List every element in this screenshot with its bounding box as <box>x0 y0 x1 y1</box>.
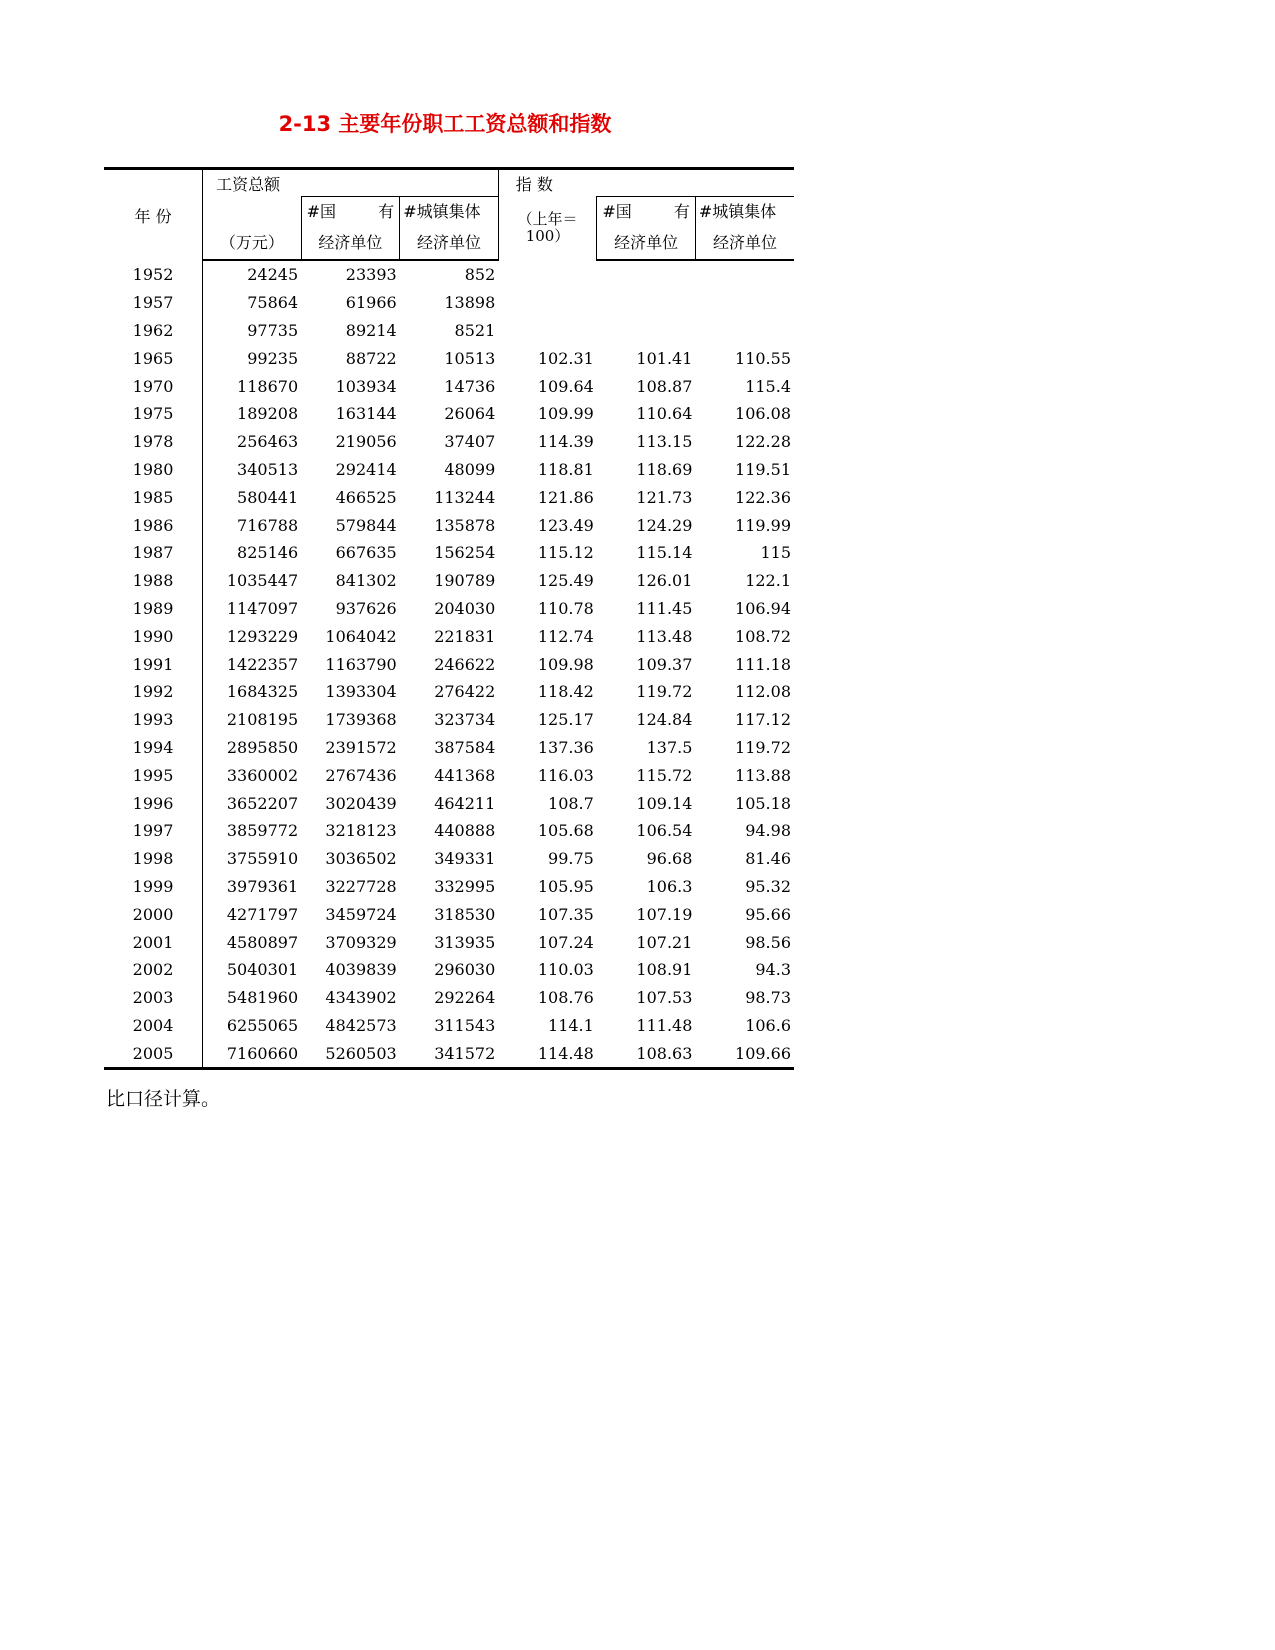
cell-value: 96.68 <box>646 849 693 869</box>
cell-value: 48099 <box>444 459 496 479</box>
cell-value: 1393304 <box>325 682 397 702</box>
header-index-urban-collective-sub: 经济单位 <box>695 223 794 260</box>
table-row <box>104 260 794 289</box>
cell-value: 3020439 <box>325 793 397 813</box>
table-row <box>104 344 794 372</box>
cell-value: 4039839 <box>325 960 397 980</box>
cell-value: 323734 <box>434 710 496 730</box>
cell-value: 106.08 <box>735 404 791 424</box>
header-index-state-owned: #国 有 <box>597 197 696 224</box>
table-row <box>104 734 794 762</box>
cell-value: 10513 <box>444 348 496 368</box>
cell-year: 2004 <box>132 1015 174 1035</box>
cell-value: 124.29 <box>636 515 693 535</box>
cell-value: 937626 <box>335 598 397 618</box>
header-year: 年 份 <box>104 169 203 261</box>
cell-value: 156254 <box>434 543 496 563</box>
cell-value: 101.41 <box>636 348 693 368</box>
cell-value <box>498 317 597 345</box>
cell-year: 1978 <box>132 432 174 452</box>
table-row <box>104 428 794 456</box>
cell-value: 115.14 <box>636 543 693 563</box>
cell-year: 1994 <box>132 737 174 757</box>
cell-value: 256463 <box>203 428 302 456</box>
cell-value: 113.88 <box>735 765 791 785</box>
wage-table-container <box>104 167 794 1070</box>
cell-value: 313935 <box>434 932 496 952</box>
cell-value: 110.78 <box>537 598 594 618</box>
cell-value: 118.69 <box>636 459 693 479</box>
table-row <box>104 928 794 956</box>
cell-value: 189208 <box>203 400 302 428</box>
cell-value: 114.39 <box>537 432 594 452</box>
cell-value: 94.98 <box>745 821 791 841</box>
cell-value: 318530 <box>434 904 496 924</box>
cell-year: 2000 <box>132 904 174 924</box>
cell-value: 387584 <box>434 737 496 757</box>
cell-value: 4343902 <box>325 988 397 1008</box>
table-row <box>104 956 794 984</box>
table-row <box>104 650 794 678</box>
cell-value: 118.81 <box>537 459 594 479</box>
cell-value: 1739368 <box>325 710 397 730</box>
cell-value: 1422357 <box>203 650 302 678</box>
cell-value: 3979361 <box>203 873 302 901</box>
cell-value: 122.28 <box>735 432 791 452</box>
cell-year: 1990 <box>132 626 174 646</box>
cell-value: 81.46 <box>745 849 791 869</box>
cell-value: 1684325 <box>203 678 302 706</box>
cell-value: 2895850 <box>203 734 302 762</box>
cell-value: 89214 <box>345 320 397 340</box>
cell-value <box>695 317 794 345</box>
cell-value: 75864 <box>203 289 302 317</box>
cell-value: 102.31 <box>537 348 594 368</box>
cell-value: 825146 <box>203 539 302 567</box>
cell-year: 1987 <box>132 543 174 563</box>
page-title: 2-13 主要年份职工工资总额和指数 <box>278 112 612 136</box>
cell-value: 109.37 <box>636 654 693 674</box>
cell-value: 110.55 <box>735 348 791 368</box>
cell-value: 5040301 <box>203 956 302 984</box>
cell-value: 108.72 <box>735 626 791 646</box>
header-state-owned-sub: 经济单位 <box>301 223 400 260</box>
cell-value: 3360002 <box>203 761 302 789</box>
cell-value: 114.1 <box>548 1015 594 1035</box>
cell-value: 116.03 <box>537 765 594 785</box>
cell-value <box>695 260 794 289</box>
cell-year: 1992 <box>132 682 174 702</box>
cell-value: 667635 <box>335 543 397 563</box>
cell-value: 332995 <box>434 876 496 896</box>
table-row <box>104 706 794 734</box>
cell-year: 1993 <box>132 710 174 730</box>
cell-year: 1965 <box>132 348 174 368</box>
cell-year: 2005 <box>104 1039 203 1068</box>
cell-year: 1997 <box>132 821 174 841</box>
cell-value: 1035447 <box>203 567 302 595</box>
cell-value: 125.17 <box>537 710 594 730</box>
cell-year: 1996 <box>132 793 174 813</box>
cell-value: 124.84 <box>636 710 693 730</box>
table-row <box>104 761 794 789</box>
cell-value: 111.45 <box>636 598 693 618</box>
cell-value: 3652207 <box>203 789 302 817</box>
cell-value: 105.18 <box>735 793 791 813</box>
cell-value: 109.64 <box>537 376 594 396</box>
cell-value: 1064042 <box>325 626 397 646</box>
cell-value: 440888 <box>434 821 496 841</box>
cell-value: 841302 <box>335 571 397 591</box>
cell-value: 3227728 <box>325 876 397 896</box>
header-state-owned: #国 有 <box>301 197 400 224</box>
cell-value: 113244 <box>434 487 496 507</box>
cell-value: 119.99 <box>735 515 791 535</box>
cell-value: 94.3 <box>755 960 791 980</box>
cell-value: 105.68 <box>537 821 594 841</box>
cell-value: 106.3 <box>646 876 693 896</box>
table-row <box>104 900 794 928</box>
cell-value: 111.18 <box>735 654 791 674</box>
header-urban-collective: #城镇集体 <box>400 197 499 224</box>
cell-value: 137.36 <box>537 737 594 757</box>
table-row <box>104 456 794 484</box>
cell-value: 115.4 <box>745 376 791 396</box>
cell-year: 1962 <box>132 320 174 340</box>
cell-value: 113.48 <box>636 626 693 646</box>
cell-value: 2767436 <box>325 765 397 785</box>
cell-value: 23393 <box>345 265 397 285</box>
table-row <box>104 400 794 428</box>
table-row <box>104 873 794 901</box>
header-index-state-owned-sub: 经济单位 <box>597 223 696 260</box>
cell-year: 2002 <box>132 960 174 980</box>
table-row <box>104 539 794 567</box>
table-row <box>104 372 794 400</box>
cell-value: 219056 <box>335 432 397 452</box>
cell-value: 6255065 <box>203 1012 302 1040</box>
header-total-blank <box>203 197 302 224</box>
cell-value: 98.56 <box>745 932 791 952</box>
cell-value: 349331 <box>434 849 496 869</box>
cell-value: 119.51 <box>735 459 791 479</box>
cell-value: 2108195 <box>203 706 302 734</box>
cell-value: 117.12 <box>735 710 791 730</box>
cell-value: 109.99 <box>537 404 594 424</box>
cell-value: 3709329 <box>325 932 397 952</box>
cell-value: 109.98 <box>537 654 594 674</box>
cell-value: 24245 <box>203 260 302 289</box>
cell-value: 716788 <box>203 511 302 539</box>
cell-value: 37407 <box>444 432 496 452</box>
wage-table <box>104 167 794 1070</box>
table-row <box>104 984 794 1012</box>
table-row <box>104 817 794 845</box>
cell-year: 1998 <box>132 849 174 869</box>
table-row <box>104 678 794 706</box>
cell-value: 107.53 <box>636 988 693 1008</box>
cell-value: 276422 <box>434 682 496 702</box>
cell-value <box>695 289 794 317</box>
table-row <box>104 483 794 511</box>
cell-value: 115 <box>760 543 791 563</box>
cell-value: 580441 <box>203 483 302 511</box>
cell-value: 118.42 <box>537 682 594 702</box>
cell-value: 579844 <box>335 515 397 535</box>
cell-value: 125.49 <box>537 571 594 591</box>
cell-value: 2391572 <box>325 737 397 757</box>
table-row <box>104 789 794 817</box>
cell-value: 108.63 <box>597 1039 696 1068</box>
header-urban-collective-sub: 经济单位 <box>400 223 499 260</box>
cell-value: 296030 <box>434 960 496 980</box>
cell-value: 103934 <box>335 376 397 396</box>
cell-year: 1988 <box>132 571 174 591</box>
footnote: 比口径计算。 <box>106 1088 221 1110</box>
cell-value: 3755910 <box>203 845 302 873</box>
cell-value: 126.01 <box>636 571 693 591</box>
header-total-wage: 工资总额 <box>203 169 499 197</box>
cell-value: 1163790 <box>325 654 397 674</box>
table-row <box>104 567 794 595</box>
header-index-urban-collective: #城镇集体 <box>695 197 794 224</box>
cell-year: 1989 <box>132 598 174 618</box>
cell-value: 95.32 <box>745 876 791 896</box>
cell-value: 110.64 <box>636 404 693 424</box>
cell-value: 3459724 <box>325 904 397 924</box>
cell-value: 3036502 <box>325 849 397 869</box>
cell-value: 107.19 <box>636 904 693 924</box>
cell-value: 1293229 <box>203 622 302 650</box>
cell-year: 1980 <box>132 459 174 479</box>
cell-value: 441368 <box>434 765 496 785</box>
cell-value: 204030 <box>434 598 496 618</box>
cell-value: 7160660 <box>203 1039 302 1068</box>
cell-value <box>597 260 696 289</box>
table-row <box>104 1012 794 1040</box>
cell-value: 110.03 <box>537 960 594 980</box>
cell-value: 88722 <box>345 348 397 368</box>
cell-value: 292414 <box>335 459 397 479</box>
cell-value: 106.94 <box>735 598 791 618</box>
cell-value: 99235 <box>203 344 302 372</box>
table-row <box>104 511 794 539</box>
cell-value: 115.12 <box>537 543 594 563</box>
cell-value: 107.21 <box>636 932 693 952</box>
cell-value: 466525 <box>335 487 397 507</box>
cell-value: 852 <box>464 265 496 285</box>
cell-value: 26064 <box>444 404 496 424</box>
cell-value: 8521 <box>454 320 496 340</box>
table-body <box>104 260 794 1069</box>
cell-year: 1995 <box>132 765 174 785</box>
cell-year: 1999 <box>132 876 174 896</box>
cell-value: 95.66 <box>745 904 791 924</box>
table-row <box>104 845 794 873</box>
cell-value: 115.72 <box>636 765 693 785</box>
cell-value: 3218123 <box>325 821 397 841</box>
cell-value: 119.72 <box>636 682 693 702</box>
cell-year: 1952 <box>132 264 174 284</box>
table-row <box>104 317 794 345</box>
cell-year: 1986 <box>132 515 174 535</box>
cell-value: 114.48 <box>498 1039 597 1068</box>
cell-value: 292264 <box>434 988 496 1008</box>
cell-value: 5260503 <box>301 1039 400 1068</box>
cell-value: 341572 <box>400 1039 499 1068</box>
cell-value: 105.95 <box>537 876 594 896</box>
cell-value: 99.75 <box>548 849 594 869</box>
table-row <box>104 1039 794 1068</box>
cell-value <box>597 289 696 317</box>
cell-value: 118670 <box>203 372 302 400</box>
cell-value: 221831 <box>434 626 496 646</box>
header-index-note: （上年＝100） <box>498 197 597 261</box>
cell-value: 107.35 <box>537 904 594 924</box>
cell-year: 1970 <box>132 376 174 396</box>
cell-value: 122.36 <box>735 487 791 507</box>
cell-value: 464211 <box>434 793 496 813</box>
cell-value: 108.91 <box>636 960 693 980</box>
cell-year: 1991 <box>132 654 174 674</box>
cell-value: 4580897 <box>203 928 302 956</box>
cell-value: 311543 <box>434 1015 496 1035</box>
cell-value: 61966 <box>345 293 397 313</box>
cell-value: 137.5 <box>646 737 693 757</box>
cell-value <box>597 317 696 345</box>
cell-value <box>498 260 597 289</box>
cell-value: 122.1 <box>745 571 791 591</box>
cell-value: 108.7 <box>548 793 594 813</box>
cell-year: 2003 <box>132 988 174 1008</box>
cell-year: 1985 <box>132 487 174 507</box>
cell-value: 121.73 <box>636 487 693 507</box>
cell-value: 121.86 <box>537 487 594 507</box>
cell-value: 119.72 <box>735 737 791 757</box>
cell-value: 14736 <box>444 376 496 396</box>
cell-value: 113.15 <box>636 432 693 452</box>
cell-value: 109.66 <box>695 1039 794 1068</box>
cell-year: 2001 <box>132 932 174 952</box>
cell-value: 5481960 <box>203 984 302 1012</box>
cell-value: 112.74 <box>537 626 594 646</box>
cell-value: 108.87 <box>636 376 693 396</box>
cell-value: 112.08 <box>735 682 791 702</box>
cell-value: 97735 <box>203 317 302 345</box>
cell-year: 1957 <box>132 293 174 313</box>
table-row <box>104 595 794 623</box>
table-row <box>104 289 794 317</box>
cell-value: 4842573 <box>325 1015 397 1035</box>
cell-value: 3859772 <box>203 817 302 845</box>
cell-value: 108.76 <box>537 988 594 1008</box>
cell-year: 1975 <box>132 404 174 424</box>
cell-value: 135878 <box>434 515 496 535</box>
header-total-unit: （万元） <box>203 223 302 260</box>
cell-value <box>498 289 597 317</box>
cell-value: 106.6 <box>745 1015 791 1035</box>
cell-value: 4271797 <box>203 900 302 928</box>
cell-value: 163144 <box>335 404 397 424</box>
cell-value: 107.24 <box>537 932 594 952</box>
cell-value: 111.48 <box>636 1015 693 1035</box>
cell-value: 340513 <box>203 456 302 484</box>
table-row <box>104 622 794 650</box>
cell-value: 106.54 <box>636 821 693 841</box>
cell-value: 123.49 <box>537 515 594 535</box>
cell-value: 13898 <box>444 293 496 313</box>
cell-value: 98.73 <box>745 988 791 1008</box>
cell-value: 1147097 <box>203 595 302 623</box>
cell-value: 246622 <box>434 654 496 674</box>
cell-value: 109.14 <box>636 793 693 813</box>
cell-value: 190789 <box>434 571 496 591</box>
header-index: 指 数 <box>498 169 794 197</box>
